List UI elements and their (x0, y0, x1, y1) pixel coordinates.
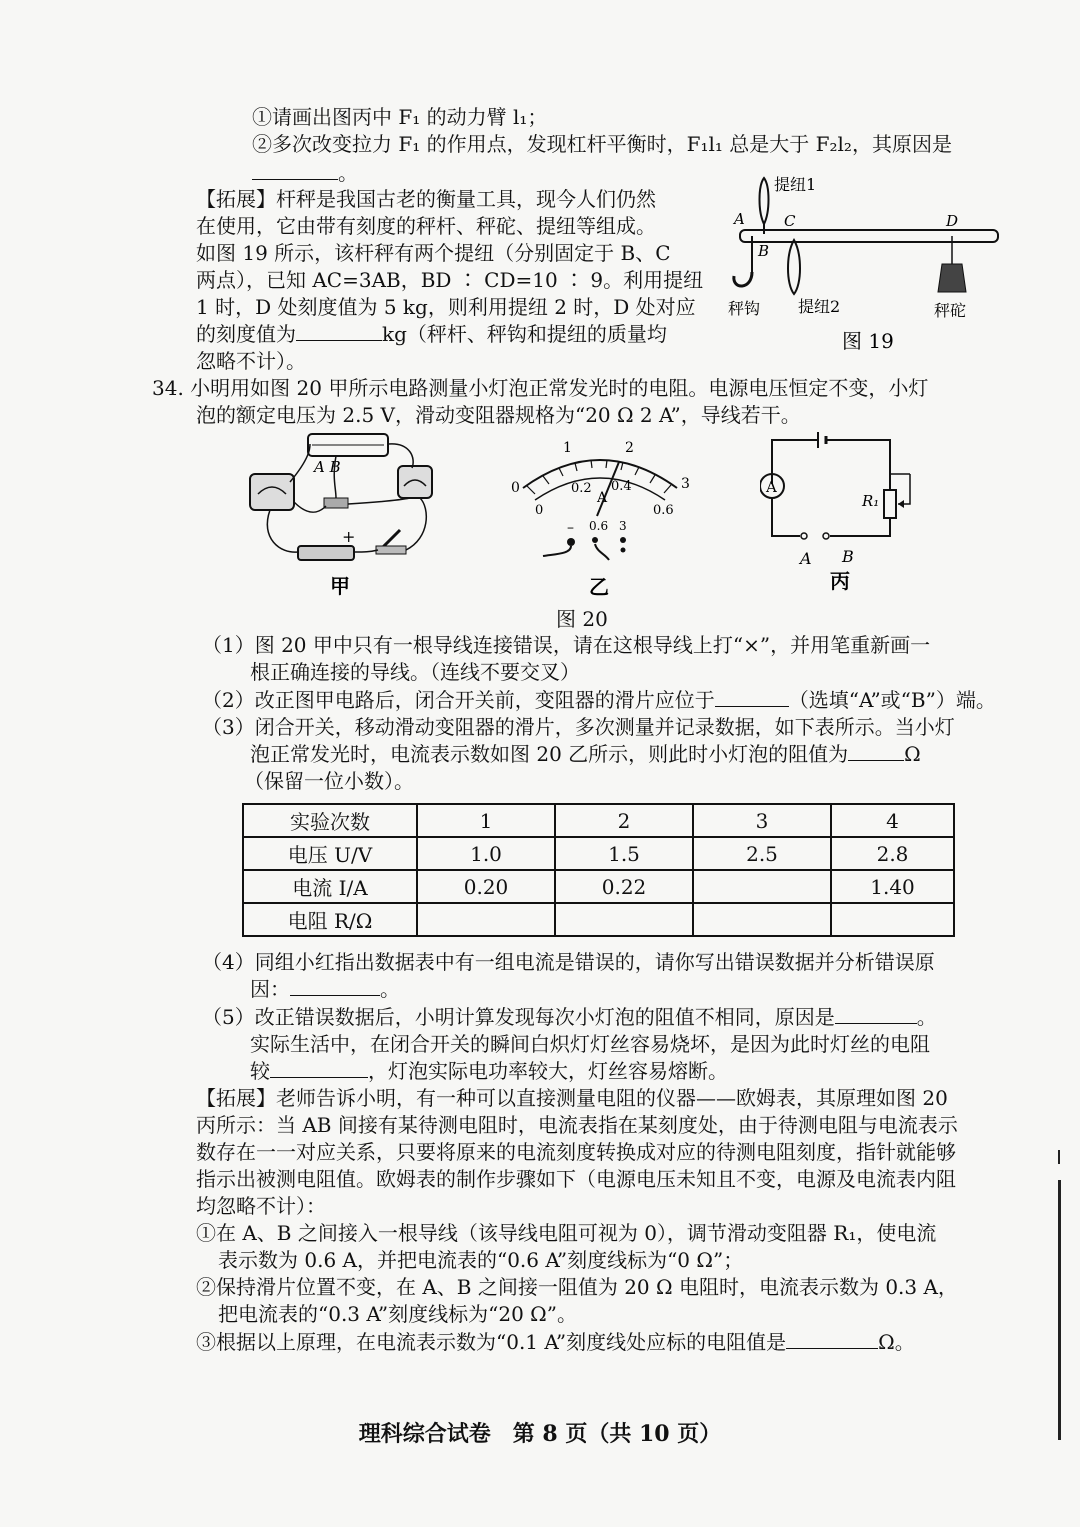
table-cell: 0.22 (555, 870, 693, 903)
q33-ext-line-3: 如图 19 所示，该杆秤有两个提纽（分别固定于 B、C (196, 241, 671, 265)
terminal-a-dot (801, 533, 807, 539)
figure-20-yi-ammeter-dial (505, 436, 695, 606)
q34-ext-line-4: 指示出被测电阻值。欧姆表的制作步骤如下（电源电压未知且不变，电源及电流表内阻 (196, 1167, 956, 1191)
q34-ext-line-8: ②保持滑片位置不变，在 A、B 之间接一阻值为 20 Ω 电阻时，电流表示数为 0.3 A， (196, 1275, 958, 1299)
dial-top-2: 2 (625, 440, 634, 456)
q33-part2: ②多次改变拉力 F₁ 的作用点，发现杠杆平衡时，F₁l₁ 总是大于 F₂l₂，其原因是 (252, 132, 952, 156)
wire-left (543, 546, 571, 556)
label-A: A (734, 210, 745, 228)
label-knob-2: 提纽2 (798, 297, 841, 316)
dial-inner-04: 0.4 (611, 479, 632, 494)
q34-stem-line-2: 泡的额定电压为 2.5 V，滑动变阻器规格为“20 Ω 2 A”，导线若干。 (196, 403, 801, 427)
q34-ext-line-7: 表示数为 0.6 A，并把电流表的“0.6 A”刻度线标为“0 Ω”； (218, 1248, 744, 1272)
terminal-a-label: A (800, 549, 812, 568)
q33-ext-line-6: 的刻度值为 kg（秤杆、秤钩和提纽的质量均 (196, 322, 667, 346)
q33-ext-line-5: 1 时，D 处刻度值为 5 kg，则利用提纽 2 时，D 处对应 (196, 295, 696, 319)
table-row (243, 903, 954, 936)
ammeter-symbol-label: A (766, 478, 777, 496)
label-D: D (946, 212, 959, 230)
q34-sub5-line-3: 较 ，灯泡实际电功率较大，灯丝容易熔断。 (250, 1059, 728, 1083)
page-footer: 理科综合试卷 第 8 页（共 10 页） (358, 1421, 722, 1447)
q34-ext-line-3: 数存在一一对应关系，只要将原来的电流刻度转换成对应的待测电阻刻度，指针就能够 (196, 1140, 956, 1164)
label-B: B (758, 242, 770, 260)
q34-sub4-line-1: （4）同组小红指出数据表中有一组电流是错误的，请你写出错误数据并分析错误原 (202, 950, 935, 974)
q33-part1: ①请画出图丙中 F₁ 的动力臂 l₁； (252, 105, 548, 129)
q34-ext-line-2: 丙所示：当 AB 间接有某待测电阻时，电流表指在某刻度处，由于待测电阻与电流表示 (196, 1113, 958, 1137)
table-cell: 2.8 (831, 837, 954, 870)
q34-ext-line-5: 均忽略不计）： (196, 1194, 326, 1218)
label-bing: 丙 (830, 569, 850, 593)
label-weight: 秤砣 (934, 301, 967, 320)
q34-sub2: （2）改正图甲电路后，闭合开关前，变阻器的滑片应位于 （选填“A”或“B”）端。 (202, 688, 996, 712)
q34-sub3-line-3: （保留一位小数）。 (244, 769, 414, 793)
table-cell[interactable] (417, 903, 555, 936)
table-row (243, 837, 954, 870)
terminal-b-dot (823, 533, 829, 539)
table-cell: 1.0 (417, 837, 555, 870)
table-cell: 电压 U/V (243, 837, 417, 870)
answer-blank[interactable] (290, 977, 380, 996)
dial-top-1: 1 (563, 440, 572, 456)
answer-blank[interactable] (786, 1330, 878, 1349)
q34-ext-line-1: 【拓展】老师告诉小明，有一种可以直接测量电阻的仪器——欧姆表，其原理如图 20 (196, 1086, 948, 1110)
table-cell[interactable] (555, 903, 693, 936)
table-cell: 4 (831, 804, 954, 837)
scan-edge-mark (1058, 1150, 1060, 1164)
answer-blank[interactable] (270, 1059, 368, 1078)
table-cell: 电流 I/A (243, 870, 417, 903)
table-row (243, 870, 954, 903)
dial-outer-arc (523, 460, 677, 488)
q33-ext-line-1: 【拓展】杆秤是我国古老的衡量工具，现今人们仍然 (196, 187, 656, 211)
table-cell[interactable] (693, 903, 831, 936)
data-table (242, 803, 955, 937)
steelyard-beam (740, 230, 998, 242)
battery-icon (298, 546, 354, 560)
battery-plus-label: + (342, 527, 356, 546)
rheostat-r1-icon (884, 490, 896, 518)
q34-sub4-line-2: 因： 。 (250, 977, 400, 1001)
answer-blank[interactable] (848, 742, 904, 761)
terminal-minus: – (567, 520, 574, 536)
label-jia: 甲 (330, 574, 350, 598)
figure-19-steelyard (728, 172, 1008, 362)
table-cell: 1 (417, 804, 555, 837)
rheostat-ab-label: A B (314, 458, 341, 476)
terminal-3: 3 (619, 519, 627, 533)
q34-ext-line-10: ③根据以上原理，在电流表示数为“0.1 A”刻度线处应标的电阻值是 Ω。 (196, 1330, 915, 1354)
q34-sub3-line-1: （3）闭合开关，移动滑动变阻器的滑片，多次测量并记录数据，如下表所示。当小灯 (202, 715, 955, 739)
dial-right-3: 3 (681, 476, 690, 492)
ammeter-device-icon (250, 474, 294, 510)
table-cell[interactable] (693, 870, 831, 903)
table-cell: 2.5 (693, 837, 831, 870)
answer-blank[interactable] (715, 688, 789, 707)
label-yi: 乙 (589, 575, 609, 599)
q34-sub1-line-2: 根正确连接的导线。（连线不要交叉） (250, 660, 580, 684)
q34-sub5-line-1: （5）改正错误数据后，小明计算发现每次小灯泡的阻值不相同，原因是 。 (202, 1005, 937, 1029)
label-knob-1: 提纽1 (774, 175, 817, 194)
dial-inner-02: 0.2 (571, 481, 592, 496)
q33-ext-line-4: 两点），已知 AC=3AB，BD ∶ CD=10 ∶ 9。利用提纽 (196, 268, 704, 292)
terminal-b-label: B (842, 547, 854, 566)
label-hook: 秤钩 (728, 299, 761, 318)
figure-20-caption: 图 20 (556, 607, 608, 631)
wire-right (595, 544, 609, 560)
knob-1-loop (760, 178, 769, 224)
q34-sub1-line-1: （1）图 20 甲中只有一根导线连接错误，请在这根导线上打“×”，并用笔重新画一 (202, 633, 931, 657)
lamp-holder-icon (324, 498, 348, 508)
table-cell: 实验次数 (243, 804, 417, 837)
r1-label: R₁ (862, 492, 880, 510)
table-row (243, 804, 954, 837)
table-cell: 1.5 (555, 837, 693, 870)
label-C: C (784, 212, 796, 230)
weight-icon (938, 264, 966, 292)
figure-20-bing-schematic (760, 430, 920, 600)
table-cell: 电阻 R/Ω (243, 903, 417, 936)
q34-sub3-line-2: 泡正常发光时，电流表示数如图 20 乙所示，则此时小灯泡的阻值为 Ω (250, 742, 921, 766)
answer-blank[interactable] (835, 1005, 917, 1024)
q33-ext-line-7: 忽略不计）。 (196, 349, 306, 373)
dial-ticks (527, 460, 671, 494)
table-cell: 3 (693, 804, 831, 837)
figure-20-jia-circuit (240, 428, 440, 603)
dial-inner-right-06: 0.6 (653, 503, 674, 518)
q34-stem-line-1: 34. 小明用如图 20 甲所示电路测量小灯泡正常发光时的电阻。电源电压恒定不变，小灯 (152, 376, 929, 400)
table-cell: 2 (555, 804, 693, 837)
q34-sub5-line-2: 实际生活中，在闭合开关的瞬间白炽灯灯丝容易烧坏，是因为此时灯丝的电阻 (250, 1032, 930, 1056)
dial-inner-left-0: 0 (535, 503, 544, 518)
hook-icon (734, 272, 752, 286)
terminal-06: 0.6 (589, 519, 609, 533)
q33-part2-answer-line: 。 (252, 160, 358, 186)
knob-2-loop (788, 240, 800, 294)
q33-ext-line-2: 在使用，它由带有刻度的秤杆、秤砣、提纽等组成。 (196, 214, 656, 238)
q34-ext-line-6: ①在 A、B 之间接入一根导线（该导线电阻可视为 0），调节滑动变阻器 R₁，使电流 (196, 1221, 937, 1245)
table-cell: 1.40 (831, 870, 954, 903)
figure-19-caption: 图 19 (842, 329, 894, 353)
dial-left-0: 0 (511, 480, 520, 496)
scan-edge-mark (1058, 1180, 1061, 1440)
answer-blank[interactable] (296, 322, 382, 341)
table-cell[interactable] (831, 903, 954, 936)
table-cell: 0.20 (417, 870, 555, 903)
answer-blank[interactable] (252, 161, 338, 180)
q34-ext-line-9: 把电流表的“0.3 A”刻度线标为“20 Ω”。 (218, 1302, 577, 1326)
voltmeter-device-icon (398, 466, 432, 498)
dial-unit: A (597, 490, 608, 506)
